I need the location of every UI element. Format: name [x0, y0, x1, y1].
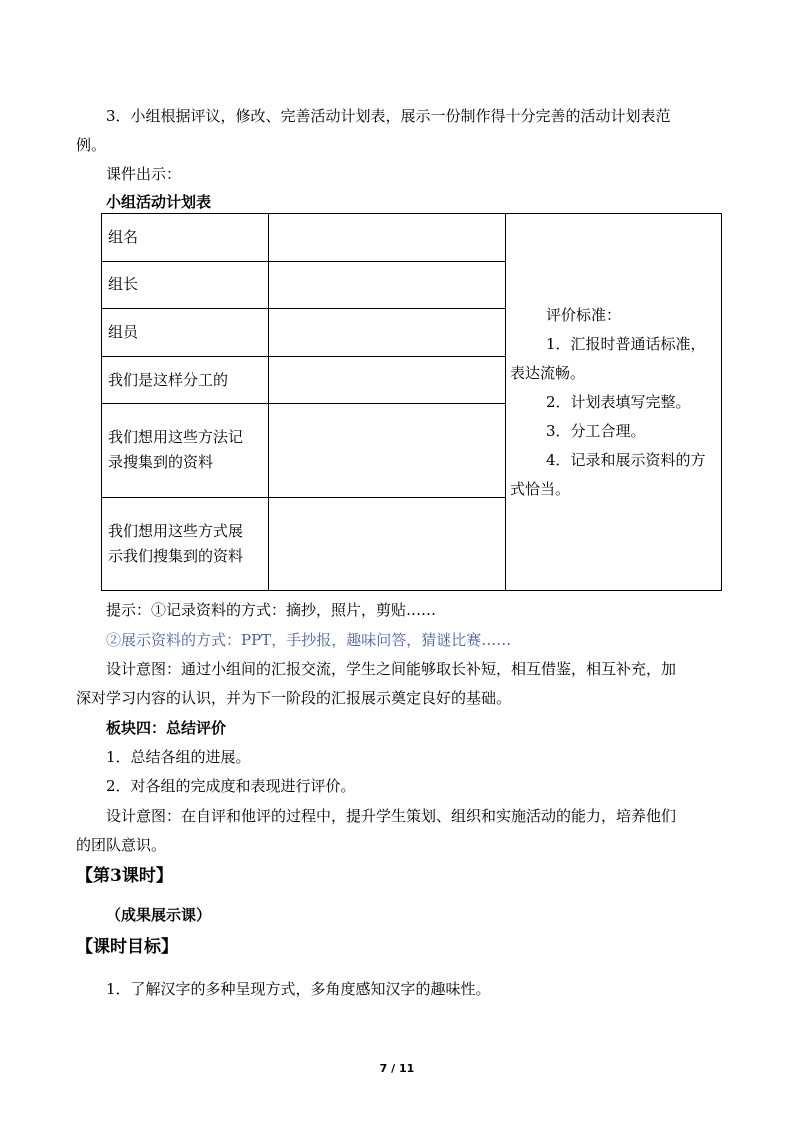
- table-cell-empty: [269, 497, 506, 590]
- table-cell-empty: [269, 404, 506, 497]
- design-intent-1-line2: 深对学习内容的认识，并为下一阶段的汇报展示奠定良好的基础。: [76, 689, 512, 707]
- table-cell-empty: [269, 356, 506, 404]
- lesson-goals-heading: 【课时目标】: [76, 937, 178, 957]
- row-label-line: 我们想用这些方式展: [108, 521, 244, 540]
- row-label-group-leader: 组长: [102, 261, 269, 309]
- row-label-record-methods: [102, 404, 269, 497]
- tip-display-methods: ②展示资料的方式：PPT，手抄报，趣味问答，猜谜比赛……: [106, 631, 512, 649]
- section4-item-1: 1．总结各组的进展。: [106, 748, 251, 766]
- design-intent-2-line1: 设计意图：在自评和他评的过程中，提升学生策划、组织和实施活动的能力，培养他们: [106, 807, 677, 825]
- criteria-item-1-cont: 表达流畅。: [510, 363, 586, 382]
- table-cell-empty: [269, 309, 506, 357]
- row-label-group-name: 组名: [102, 214, 269, 262]
- row-label-members: 组员: [102, 309, 269, 357]
- row-label-display-methods: [102, 497, 269, 590]
- courseware-label: 课件出示：: [106, 165, 182, 183]
- table-cell-empty: [269, 214, 506, 262]
- criteria-item-2: 2．计划表填写完整。: [546, 392, 691, 411]
- tip-record-methods: 提示：①记录资料的方式：摘抄，照片，剪贴……: [106, 601, 437, 619]
- lesson3-subtitle: （成果展示课）: [106, 906, 212, 924]
- section4-heading: 板块四：总结评价: [106, 719, 227, 737]
- row-label-line: 示我们搜集到的资料: [108, 546, 244, 565]
- lesson3-heading: 【第3课时】: [76, 866, 173, 886]
- criteria-item-3: 3．分工合理。: [546, 421, 646, 440]
- table-cell-empty: [269, 261, 506, 309]
- design-intent-2-line2: 的团队意识。: [76, 836, 167, 854]
- section4-item-2: 2．对各组的完成度和表现进行评价。: [106, 777, 356, 795]
- activity-plan-table: [101, 213, 722, 591]
- paragraph-step3-line2: 例。: [76, 136, 107, 154]
- row-label-line: 我们想用这些方法记: [108, 428, 244, 447]
- design-intent-1-line1: 设计意图：通过小组间的汇报交流，学生之间能够取长补短，相互借鉴，相互补充，加: [106, 660, 677, 678]
- criteria-item-4-cont: 式恰当。: [510, 479, 571, 498]
- criteria-item-1: 1．汇报时普通话标准，: [546, 334, 706, 353]
- table-row: [102, 214, 722, 262]
- table-title: 小组活动计划表: [106, 193, 212, 211]
- row-label-division: 我们是这样分工的: [102, 356, 269, 404]
- row-label-line: 录搜集到的资料: [108, 453, 214, 472]
- lesson-goal-1: 1．了解汉字的多种呈现方式，多角度感知汉字的趣味性。: [106, 980, 491, 998]
- criteria-item-4: 4．记录和展示资料的方: [546, 450, 706, 469]
- paragraph-step3-line1: 3．小组根据评议，修改、完善活动计划表，展示一份制作得十分完善的活动计划表范: [106, 107, 671, 125]
- page-number: 7 / 11: [379, 1062, 415, 1075]
- criteria-title: 评价标准：: [546, 305, 622, 324]
- evaluation-criteria-cell: [506, 214, 722, 591]
